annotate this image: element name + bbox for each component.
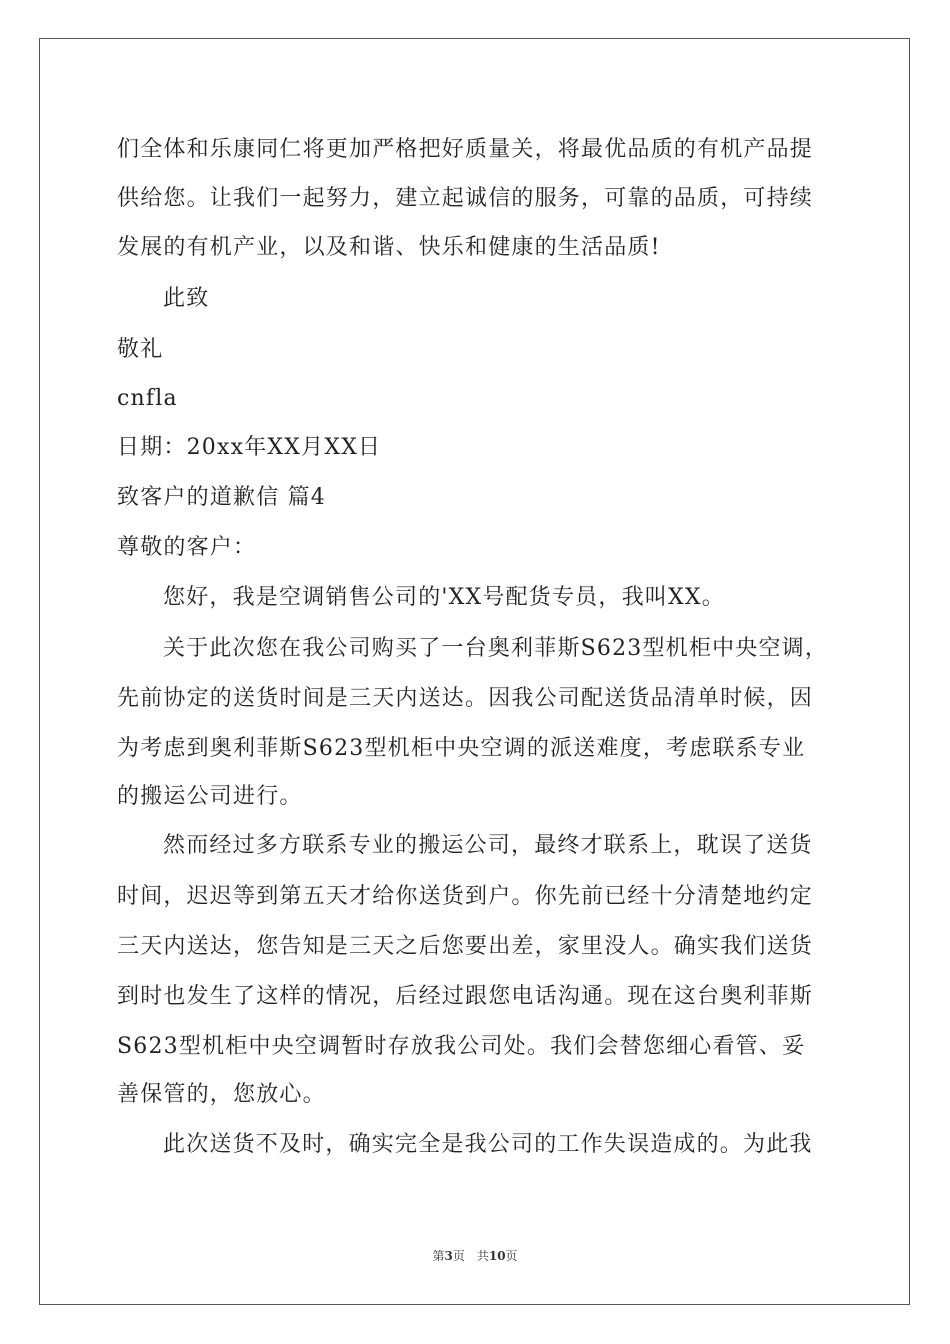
page-prefix: 第 (432, 1249, 445, 1263)
text-line: 供给您。让我们一起努力，建立起诚信的服务，可靠的品质，可持续 (117, 186, 814, 211)
total-prefix: 共 (476, 1249, 489, 1263)
date-line: 日期：20xx年XX月XX日 (117, 435, 382, 460)
text-line: 此次送货不及时，确实完全是我公司的工作失误造成的。为此我 (163, 1132, 813, 1157)
text-line: 的搬运公司进行。 (117, 784, 303, 809)
text-line: S623型机柜中央空调暂时存放我公司处。我们会替您细心看管、妥 (117, 1034, 806, 1059)
text-line: 到时也发生了这样的情况，后经过跟您电话沟通。现在这台奥利菲斯 (117, 984, 814, 1009)
text-line: 您好，我是空调销售公司的'XX号配货专员，我叫XX。 (163, 585, 725, 610)
text-line: 为考虑到奥利菲斯S623型机柜中央空调的派送难度，考虑联系专业 (117, 736, 806, 761)
page-footer (0, 1248, 950, 1264)
text-line: 关于此次您在我公司购买了一台奥利菲斯S623型机柜中央空调， (163, 636, 829, 661)
text-line: 们全体和乐康同仁将更加严格把好质量关，将最优品质的有机产品提 (117, 137, 814, 162)
signature: cnfla (117, 386, 178, 411)
closing-regards: 敬礼 (117, 337, 164, 362)
text-line: 先前协定的送货时间是三天内送达。因我公司配送货品清单时候，因 (117, 686, 814, 711)
section-heading: 致客户的道歉信 篇4 (117, 485, 326, 510)
greeting: 尊敬的客户： (117, 535, 257, 560)
page-total: 10 (488, 1249, 506, 1263)
total-suffix: 页 (505, 1249, 518, 1263)
page-suffix: 页 (452, 1249, 465, 1263)
page-current: 3 (444, 1249, 453, 1263)
text-line: 时间，迟迟等到第五天才给你送货到户。你先前已经十分清楚地约定 (117, 884, 814, 909)
text-line: 然而经过多方联系专业的搬运公司，最终才联系上，耽误了送货 (163, 833, 813, 858)
closing-salutation: 此致 (163, 286, 210, 311)
text-line: 三天内送达，您告知是三天之后您要出差，家里没人。确实我们送货 (117, 934, 814, 959)
page-border (39, 38, 910, 1305)
text-line: 善保管的，您放心。 (117, 1082, 326, 1107)
text-line: 发展的有机产业，以及和谐、快乐和健康的生活品质! (117, 235, 661, 260)
